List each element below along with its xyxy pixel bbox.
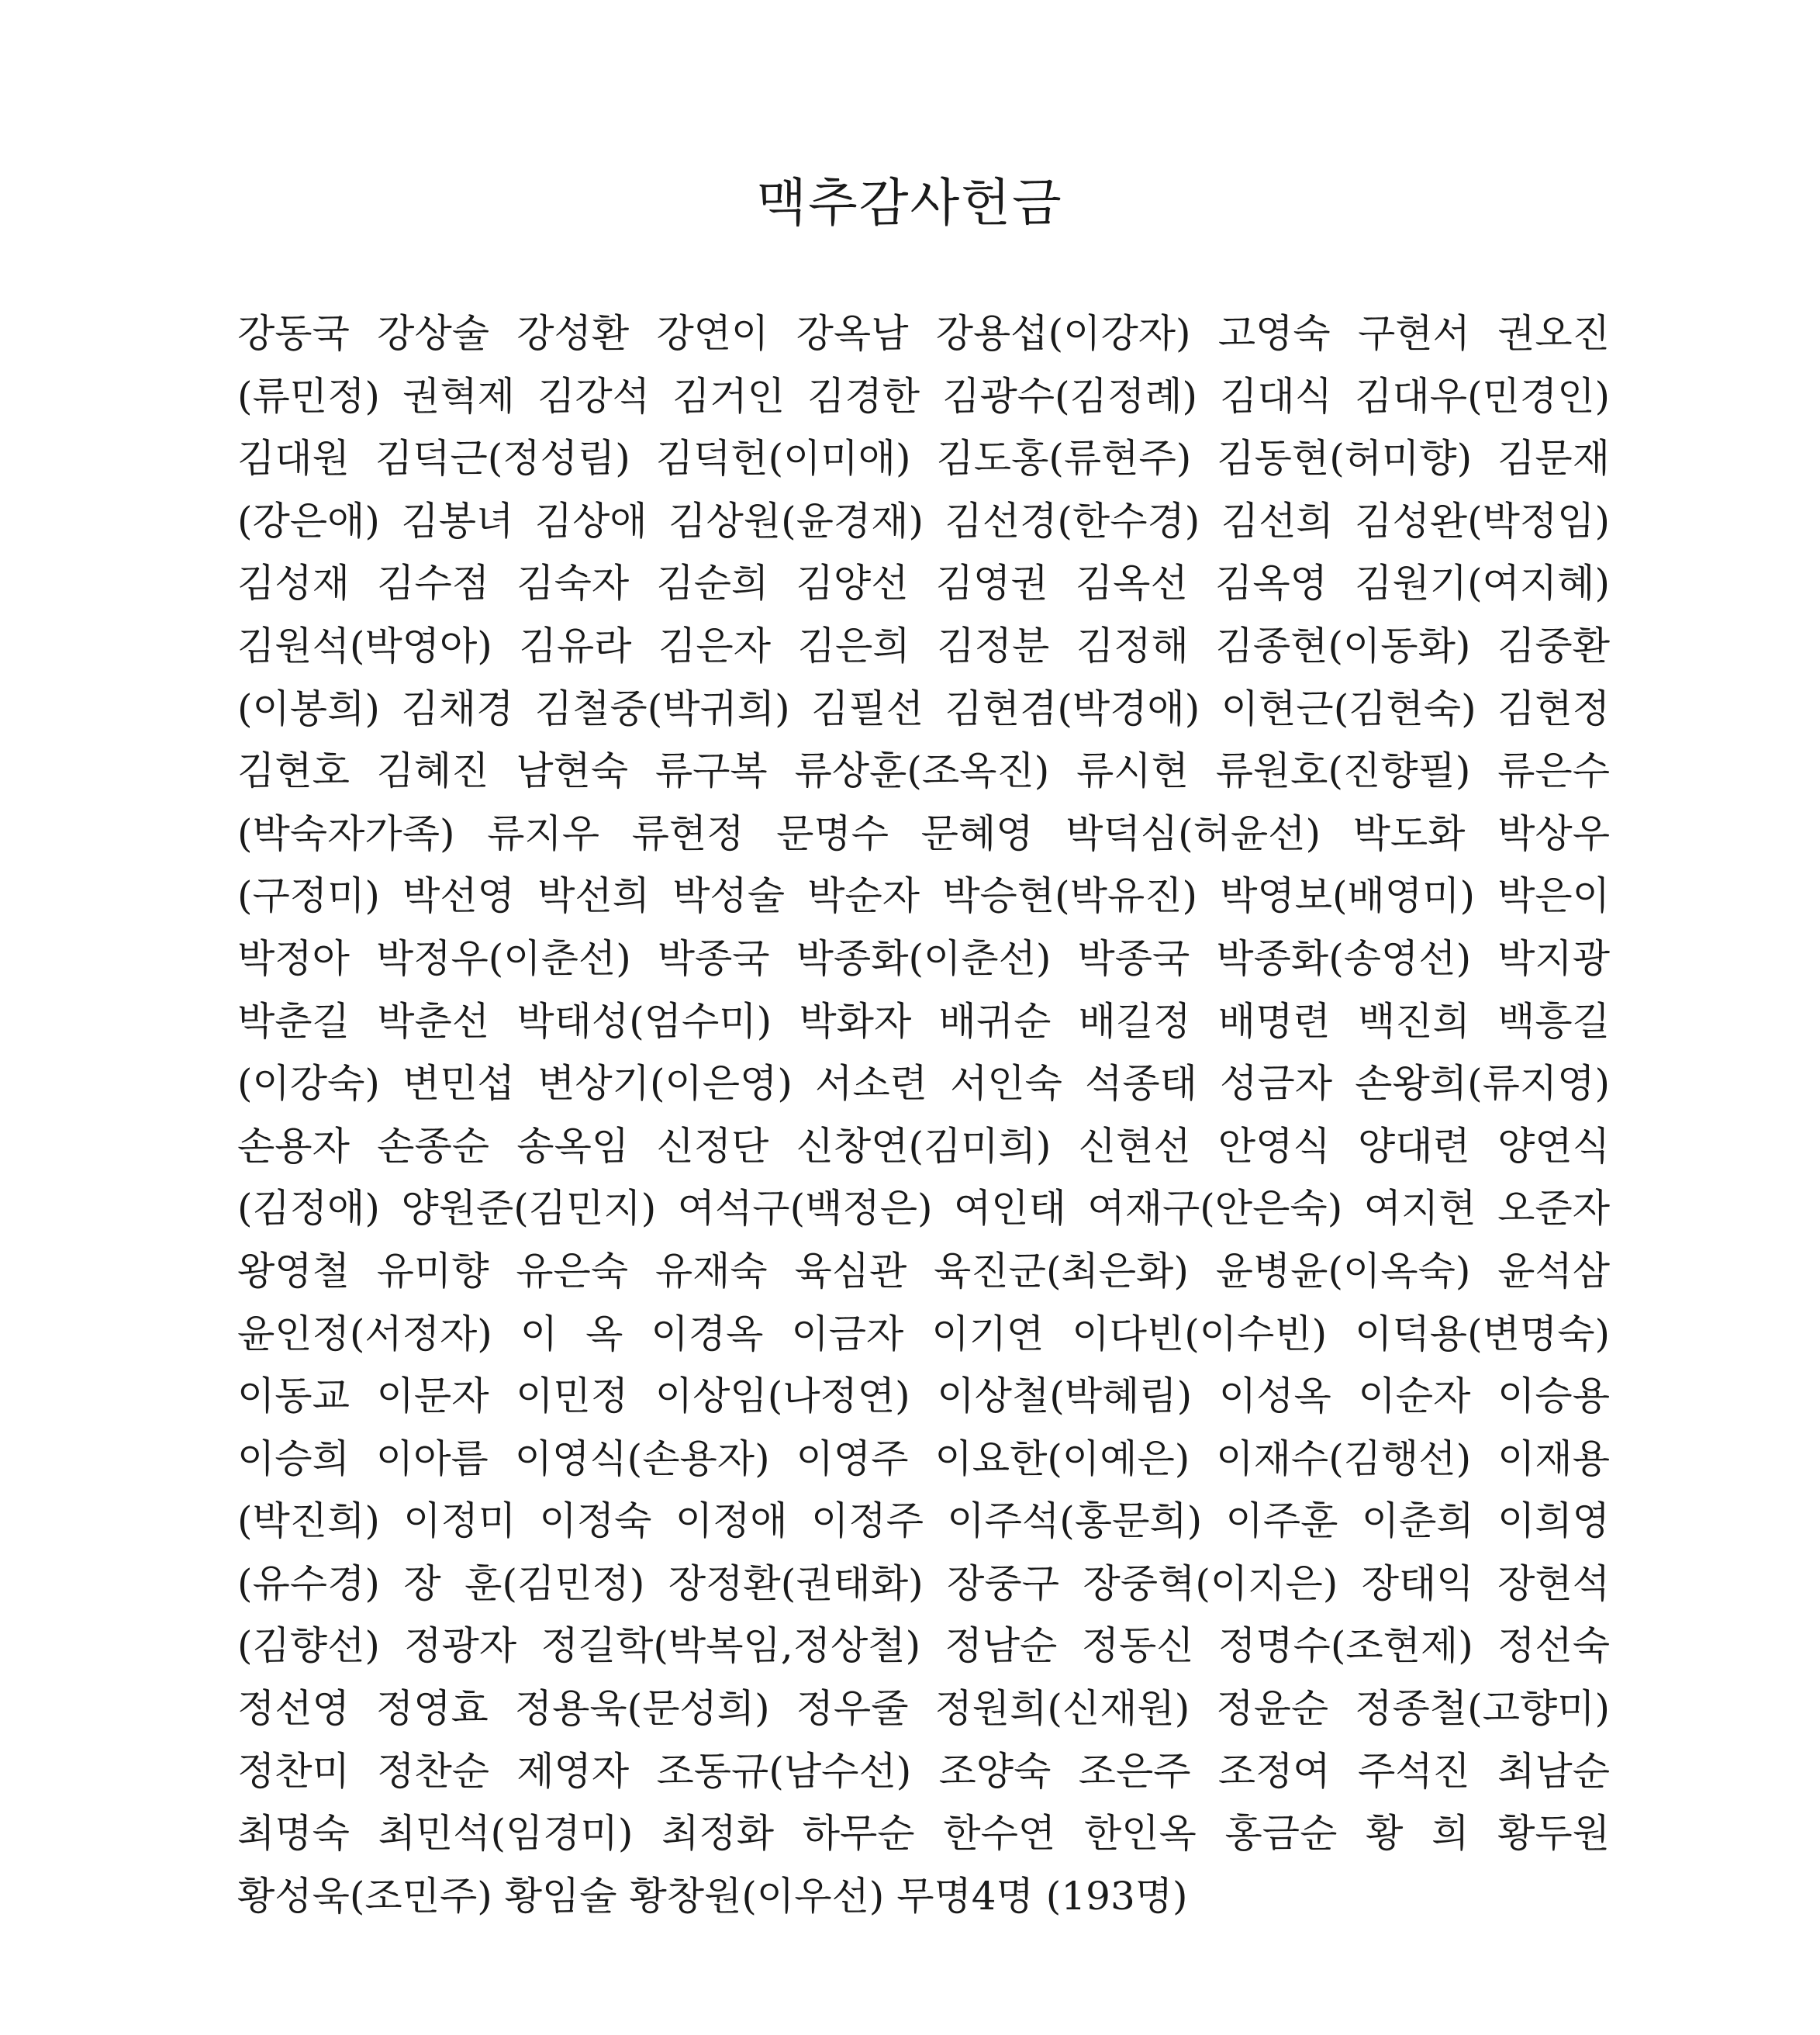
name-list-line: 최명숙 최민석(임경미) 최정화 하무순 한수연 한인옥 홍금순 황 희 황두원 bbox=[237, 1811, 1610, 1857]
name-list-line: (유수경) 장 훈(김민정) 장정환(권태화) 장중구 장중혁(이지은) 장태익 장현석 bbox=[237, 1560, 1610, 1606]
name-list-line: 왕영철 유미향 유은숙 유재숙 육심관 육진군(최은화) 윤병윤(이옥숙) 윤석삼 bbox=[237, 1248, 1610, 1294]
donor-name-list bbox=[237, 302, 1610, 1927]
page-title: 맥추감사헌금 bbox=[757, 173, 1063, 233]
name-list-line: 박정아 박정우(이춘선) 박종국 박종화(이춘선) 박종국 박종화(송영선) 박지광 bbox=[237, 935, 1610, 981]
name-list-line: 정찬미 정찬순 제영자 조동규(남수선) 조양숙 조은주 조정여 주석진 최남순 bbox=[237, 1748, 1610, 1794]
name-list-line: 김원석(박영아) 김유라 김은자 김은희 김정분 김정해 김종현(이동화) 김중환 bbox=[237, 623, 1610, 669]
name-list-line: (박진희) 이정미 이정숙 이정애 이정주 이주석(홍문희) 이주훈 이춘희 이희영 bbox=[237, 1498, 1610, 1544]
name-list-line: 김현호 김혜진 남현숙 류구복 류상훈(조옥진) 류시현 류원호(진향필) 류은수 bbox=[237, 748, 1610, 794]
name-list-line: 이승희 이아름 이영식(손용자) 이영주 이요한(이예은) 이재수(김행선) 이재용 bbox=[237, 1436, 1610, 1481]
name-list-line: (이봉희) 김채경 김철중(박귀희) 김필선 김현겸(박경애) 이현근(김현숙) 김현정 bbox=[237, 686, 1610, 731]
name-list-line: 윤인정(서정자) 이 옥 이경옥 이금자 이기연 이다빈(이수빈) 이덕용(변명숙) bbox=[237, 1311, 1610, 1356]
name-list-line: 김대원 김덕근(정성림) 김덕헌(이미애) 김도홍(류현주) 김동현(허미향) 김문재 bbox=[237, 436, 1610, 482]
name-list-line: (이강숙) 변민섭 변상기(이은영) 서소련 서인숙 석종태 성금자 손왕희(류지영) bbox=[237, 1061, 1610, 1107]
name-list-line: 박춘길 박춘선 박태성(엄수미) 박화자 배귀순 배길정 배명련 백진희 백흥길 bbox=[237, 998, 1610, 1044]
name-list-line: (구정미) 박선영 박선희 박성술 박순자 박승현(박유진) 박영보(배영미) 박은이 bbox=[237, 873, 1610, 919]
name-list-line: 정선영 정영효 정용욱(문성희) 정우줄 정원희(신재원) 정윤순 정종철(고향미) bbox=[237, 1686, 1610, 1732]
name-list-line: (김정애) 양원준(김민지) 여석구(백정은) 여인태 여재구(안은숙) 여지현 오준자 bbox=[237, 1186, 1610, 1232]
name-list-line: (강은애) 김봉녀 김상애 김상원(윤경재) 김선경(한수경) 김선희 김성완(박정임) bbox=[237, 498, 1610, 544]
name-list-line: 강동국 강상술 강성환 강연이 강옥남 강용섭(이강자) 고영숙 구현서 권오진 bbox=[237, 311, 1610, 356]
name-list-line: 황성욱(조민주) 황임술 황창원(이우선) 무명4명 (193명) bbox=[237, 1873, 1188, 1919]
name-list-line: 김성재 김수점 김숙자 김순희 김양선 김영권 김옥선 김옥영 김원기(여지혜) bbox=[237, 561, 1610, 606]
name-list-line: 손용자 손종순 송옥임 신정단 신창연(김미희) 신현선 안영식 양대련 양연식 bbox=[237, 1123, 1610, 1169]
name-list-line: (김향선) 정광자 정길학(박복임,정상철) 정남순 정동신 정명수(조현제) 정선숙 bbox=[237, 1623, 1610, 1669]
name-list-line: (박숙자가족) 류지우 류현정 문명수 문혜영 박덕심(허윤선) 박도화 박상우 bbox=[237, 810, 1610, 856]
name-list-line: 이동교 이문자 이민정 이상임(나정연) 이상철(박혜림) 이성옥 이순자 이승용 bbox=[237, 1373, 1610, 1419]
name-list-line: (류민정) 권혁제 김강석 김거인 김경한 김광수(김정례) 김대식 김대우(민경인) bbox=[237, 373, 1610, 419]
